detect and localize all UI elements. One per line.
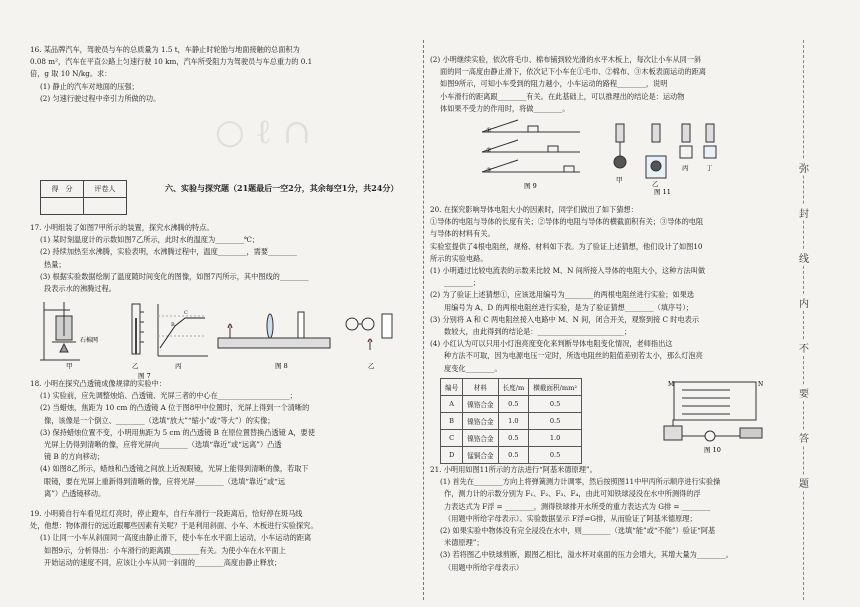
table-cell: 0.5 (529, 447, 582, 464)
q19b-line: 面的同一高度由静止滑下，依次记下小车在①毛巾、②棉布、③木板表面运动的距离 (440, 67, 706, 77)
seal-line-margin (783, 40, 833, 600)
score-box (40, 180, 127, 215)
q19b-line: 如图9所示，可知小车受到的阻力越小，小车运动的路程________，说明 (440, 79, 668, 89)
grader-cell[interactable] (84, 198, 127, 215)
q18-line: (4) 如图8乙所示，蜡烛和凸透镜之间放上近视眼镜，光屏上能得到清晰的像，若取下 (40, 464, 309, 474)
terminal-m: M (668, 381, 675, 388)
margin-char: 要 (795, 385, 813, 400)
q20-line: ________； (444, 278, 480, 288)
fig7-bing-label: 丙 (175, 362, 182, 370)
table-row (441, 396, 582, 413)
fig9-caption: 图 9 (524, 182, 537, 190)
column-divider (423, 40, 424, 600)
q20-line: 用编号为 A、D 的两根电阻丝进行实验，是为了验证猜想________（填序号）； (444, 302, 694, 312)
margin-char: 内 (795, 295, 813, 310)
q17-line: 热量； (44, 259, 66, 269)
margin-char: 弥 (795, 160, 813, 175)
ramp-label-3: ③ (486, 167, 492, 174)
margin-char: 答 (795, 430, 813, 445)
table-cell: 0.5 (498, 430, 529, 447)
table-cell: 锰铜合金 (463, 447, 498, 464)
fig10-caption: 图 10 (704, 446, 721, 454)
boiling-apparatus (40, 302, 80, 360)
table-cell: 0.5 (529, 413, 582, 430)
stone-mesh-label: 石棉网 (80, 337, 99, 344)
q17-line: 段表示水的沸腾过程。 (44, 284, 116, 294)
q21-line: （用题中所给字母表示） (444, 562, 524, 572)
q18-line: 离”）凸透镜移动。 (44, 488, 106, 498)
ramp-label-1: ① (486, 127, 492, 134)
ramp-diagram (482, 120, 580, 172)
q18-line: 镜 B 的方向移动； (44, 452, 105, 462)
fig7-yi-label: 乙 (132, 362, 139, 370)
table-cell: B (441, 413, 463, 430)
table-header: 横截面积/mm² (529, 379, 582, 396)
fig11-bing: 丙 (682, 164, 689, 172)
q19b-line: (2) 小明继续实验，依次将毛巾、棉布铺到较光滑的水平木板上，每次让小车从同一斜 (430, 55, 702, 64)
temperature-graph (158, 304, 208, 356)
q17-line: (3) 根据实验数据绘制了温度随时间变化的图像，如图7丙所示，其中图线的________ (40, 271, 309, 281)
figure-10-circuit (660, 378, 780, 456)
q16-line: (1) 静止的汽车对地面的压强； (40, 81, 139, 91)
svg-text:○ ℓ ∩: ○ ℓ ∩ (215, 112, 312, 152)
q17-line: 17. 小明组装了如图7甲所示的装置，探究水沸腾的特点。 (30, 223, 214, 232)
q18-block (30, 378, 415, 500)
optical-bench (218, 312, 330, 348)
q20-line: 数较大，由此得到的结论是：________________________； (444, 327, 631, 337)
q18-line: 光屏上仍得到清晰的像，应将光屏向________（选填“靠近”或“远离”）凸透 (44, 440, 282, 450)
table-cell: 1.0 (529, 430, 582, 447)
q19-line: 19. 小明骑自行车看见红灯亮时，停止蹬车，自行车滑行一段距离后，恰好停在斑马线 (30, 509, 303, 518)
q20-block (430, 204, 780, 375)
table-cell: C (441, 430, 463, 447)
q17-line: (2) 持续加热至水沸腾，实验表明，水沸腾过程中，温度________，需要________ (40, 247, 297, 257)
q20-line: (4) 小红认为可以只用小灯泡亮度变化来判断导体电阻变化情况，老师指出这 (430, 339, 673, 349)
fig7-caption: 图 7 (138, 372, 151, 380)
q19-line: 处，他想：物体滑行的远近跟哪些因素有关呢？于是利用斜面、小车、木板进行实验探究。 (30, 521, 318, 531)
score-label: 得 分 (41, 181, 84, 198)
q18-line: 像，该像是一个倒立、________（选填“放大”“缩小”或“等大”）的实像； (44, 415, 275, 425)
q17-line: (1) 某时刻温度计的示数如图7乙所示，此时水的温度为________℃； (40, 235, 260, 245)
q19-line: 如图9示，分析得出：小车滑行的距离跟________有关。为使小车在水平面上 (44, 545, 286, 555)
q19b-line: 体如果不受力的作用时，将做________。 (440, 103, 570, 113)
table-header: 长度/m (498, 379, 529, 396)
table-header: 编号 (441, 379, 463, 396)
figure-9-11 (430, 118, 780, 196)
table-row (441, 413, 582, 430)
q21-line: （用题中所给字母表示）。实验数据显示 F浮=G排，从而验证了阿基米德原理； (444, 513, 697, 523)
q21-line: 力表达式为 F浮 = ________，测得铁球排开水所受的重力表达式为 G排 = ________ (444, 501, 711, 511)
q21-line: 米德原理”； (444, 538, 484, 548)
spring-scale-setup (614, 124, 716, 178)
q20-line: 与导体的材料有关。 (430, 229, 495, 239)
q20-line: 20. 在探究影响导体电阻大小的因素时，同学们做出了如下猜想： (430, 205, 638, 214)
table-cell: 0.5 (498, 396, 529, 413)
q21-line: 21. 小明用如图11所示的方法进行“阿基米德原理”。 (430, 465, 597, 474)
table-row (441, 447, 582, 464)
margin-char: 题 (795, 475, 813, 490)
ramp-label-2: ② (486, 147, 492, 154)
q21-block (430, 464, 780, 574)
section-title: 六、实验与探究题（21题最后一空2分，其余每空1分，共24分） (165, 183, 399, 193)
table-cell: 镍铬合金 (463, 413, 498, 430)
left-column (30, 44, 415, 105)
q16-line: 16. 某品牌汽车，驾驶员与车的总质量为 1.5 t，车静止时轮胎与地面接触的总面积为 (30, 45, 300, 54)
fig8-caption: 图 8 (275, 362, 288, 370)
q19b-block (430, 54, 780, 115)
table-cell: 0.5 (529, 396, 582, 413)
fig11-ding: 丁 (706, 164, 713, 172)
q20-line: 实验室提供了4根电阻丝，规格、材料如下表。为了验证上述猜想，他们设计了如图10 (430, 241, 703, 251)
q16-line: 0.08 m²，汽车在平直公路上匀速行驶 10 km，汽车所受阻力为驾驶员与车总重力的 0.1 (30, 57, 313, 67)
fig7-jia-label: 甲 (66, 362, 73, 370)
faint-stamp (210, 105, 320, 155)
q19-line: (1) 让同一小车从斜面同一高度由静止滑下，使小车在水平面上运动，小车运动的距离 (40, 533, 312, 543)
q19b-line: 小车滑行的距离跟________有关。在此基础上，可以推理出的结论是：运动物 (440, 91, 685, 101)
q20-line: 所示的实验电路。 (430, 253, 488, 263)
margin-char: 线 (795, 250, 813, 265)
q20-line: ①导体的电阻与导体的长度有关；②导体的电阻与导体的横截面积有关；③导体的电阻 (430, 217, 704, 227)
grader-label: 评卷人 (84, 181, 127, 198)
terminal-n: N (758, 381, 764, 388)
fig8-yi-label: 乙 (368, 362, 375, 370)
q18-line: 眼镜，要在光屏上重新得到清晰的像，应将光屏________（选填“靠近”或“远 (44, 476, 286, 486)
margin-char: 封 (795, 205, 813, 220)
q20-line: (2) 为了验证上述猜想①，应该选用编号为________的两根电阻丝进行实验；如果选 (430, 290, 695, 300)
q21-line: (2) 如果实验中物体没有完全浸没在水中，则________（选填“能”或“不能”）验证“阿基 (440, 526, 716, 536)
table-cell: 镍铬合金 (463, 430, 498, 447)
q16-line: 倍，g 取 10 N/kg。求： (30, 69, 112, 79)
fig11-yi: 乙 (652, 180, 659, 188)
q20-line: (3) 分别将 A 和 C 两电阻丝接入电路中 M、N 间，闭合开关，观察到接 C 时电表示 (430, 314, 700, 324)
q21-line: (3) 若将图乙中铁球剪断，跟图乙相比，溢水杯对桌面的压力会增大，其增大量为________。 (440, 550, 733, 560)
graph-point-c: C (184, 310, 188, 316)
seal-dashed-line (803, 40, 804, 600)
fig11-caption: 图 11 (654, 188, 671, 196)
table-cell: 0.5 (498, 447, 529, 464)
table-cell: D (441, 447, 463, 464)
score-cell[interactable] (41, 198, 84, 215)
table-cell: 1.0 (498, 413, 529, 430)
q18-line: (1) 实验前，应先调整烛焰、凸透镜、光屏三者的中心在____________________； (40, 391, 297, 401)
q19-block (30, 508, 415, 569)
q20-line: (1) 小明通过比较电流表的示数来比较 M、N 间所接入导体的电阻大小，这种方法叫做 (430, 266, 706, 276)
q18-line: 18. 小明在探究凸透镜成像规律的实验中： (30, 379, 166, 388)
table-row (441, 430, 582, 447)
q21-line: (1) 首先在________方向上将弹簧测力计调零，然后按照图11中甲丙所示顺序进行实验操 (440, 477, 721, 487)
q16-line: (2) 匀速行驶过程中牵引力所做的功。 (40, 93, 161, 103)
q21-line: 作，测力计的示数分别为 F₁、F₂、F₃、F₄，由此可知铁球浸没在水中所测得的浮 (444, 489, 701, 499)
figure-7-8 (30, 298, 415, 380)
resistor-table (440, 378, 582, 464)
table-header: 材料 (463, 379, 498, 396)
q17-block (30, 222, 415, 295)
q18-line: (3) 保持蜡烛位置不变，小明用焦距为 5 cm 的凸透镜 B 在原位置替换凸透镜 A，要使 (40, 427, 315, 437)
q20-line: 种方法不可取，因为电源电压一定时，所选电阻丝的阻值差别若太小，那么灯泡亮 (444, 351, 703, 361)
q18-line: (2) 当蜡烛、焦距为 10 cm 的凸透镜 A 位于图8甲中位置时，光屏上得到一个清晰的 (40, 403, 310, 413)
thermometer (132, 304, 144, 354)
fig11-jia: 甲 (616, 176, 623, 184)
q20-line: 度变化________。 (444, 363, 502, 373)
glasses-setup (346, 314, 392, 350)
graph-point-b: B (171, 322, 175, 328)
table-cell: 镍铬合金 (463, 396, 498, 413)
margin-char: 不 (795, 340, 813, 355)
table-cell: A (441, 396, 463, 413)
q19-line: 开始运动的速度不同，应该让小车从同一斜面的________高度由静止释放； (44, 557, 282, 567)
